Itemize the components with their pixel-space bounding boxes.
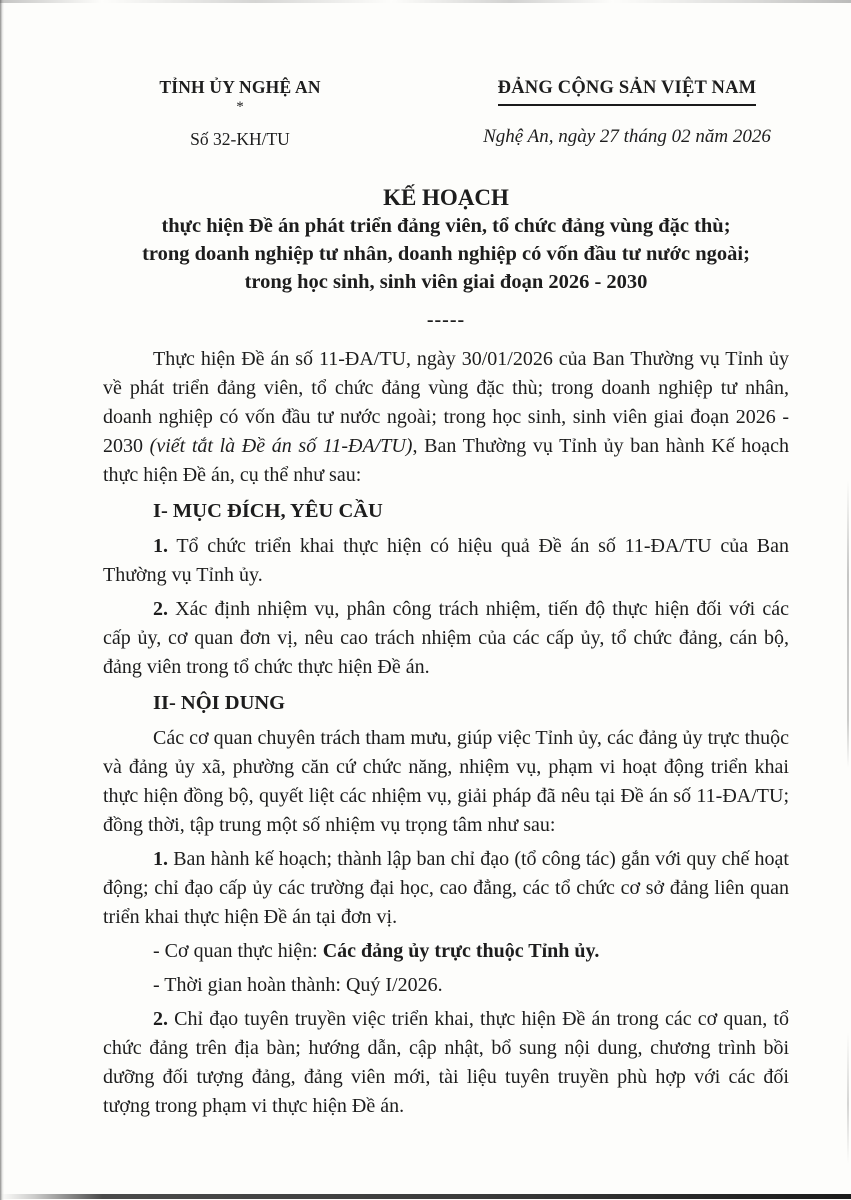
section-1-item-2: [103, 595, 789, 682]
scan-artifact-bottom-edge: [0, 1194, 851, 1199]
document-subtitle-line2: trong doanh nghiệp tư nhân, doanh nghiệp có vốn đầu tư nước ngoài;: [142, 243, 750, 265]
section-1-item-1: [103, 532, 789, 590]
document-subtitle-line1: thực hiện Đề án phát triển đảng viên, tổ chức đảng vùng đặc thù;: [161, 215, 731, 237]
section-1-heading: I- MỤC ĐÍCH, YÊU CẦU: [153, 500, 383, 522]
document-title: KẾ HOẠCH: [383, 185, 509, 210]
section-2-lead-paragraph: Các cơ quan chuyên trách tham mưu, giúp việc Tỉnh ủy, các đảng ủy trực thuộc và đảng ủy xã, phường căn cứ chức năng, nhiệm vụ, phạm vi hoạt động triển khai thực hiện đồng bộ, quyết liệt các nhiệm vụ, giải pháp đã nêu tại Đề án số 11-ĐA/TU; đồng thời, tập trung một số nhiệm vụ trọng tâm như sau:: [103, 727, 789, 836]
item-text: Tổ chức triển khai thực hiện có hiệu quả Đề án số 11-ĐA/TU của Ban Thường vụ Tỉnh ủy.: [103, 535, 789, 586]
item-number: 2.: [153, 1008, 168, 1030]
item-number: 2.: [153, 598, 168, 620]
task-1-deadline-line: - Thời gian hoàn thành: Quý I/2026.: [153, 974, 443, 996]
document-number: Số 32-KH/TU: [190, 129, 290, 149]
item-text: Ban hành kế hoạch; thành lập ban chỉ đạo (tổ công tác) gắn với quy chế hoạt động; chỉ đạo cấp ủy các trường đại học, cao đẳng, các tổ chức cơ sở đảng liên quan triển khai thực hiện Đề án tại đơn vị.: [103, 848, 789, 928]
agency-value: Các đảng ủy trực thuộc Tỉnh ủy.: [322, 940, 600, 962]
agency-label: - Cơ quan thực hiện:: [153, 940, 323, 962]
org-star-mark: *: [236, 99, 244, 115]
document-title-block: [0, 184, 851, 332]
section-2-task-1: [103, 845, 789, 932]
issuing-org-block: [90, 76, 390, 150]
issuing-org-name: TỈNH ỦY NGHỆ AN: [159, 77, 321, 97]
intro-paragraph: [103, 345, 789, 490]
document-body: [0, 345, 851, 1121]
item-text: Xác định nhiệm vụ, phân công trách nhiệm, tiến độ thực hiện đối với các cấp ủy, cơ quan đơn vị, nêu cao trách nhiệm của các cấp ủy, tổ chức đảng, cán bộ, đảng viên trong tổ chức thực hiện Đề án.: [103, 598, 789, 678]
item-number: 1.: [153, 535, 168, 557]
task-1-agency-line: [103, 937, 789, 966]
item-number: 1.: [153, 848, 168, 870]
section-2-heading: II- NỘI DUNG: [153, 692, 286, 714]
title-separator-dashes: -----: [426, 309, 466, 331]
document-header: [0, 0, 851, 150]
place-dateline: Nghệ An, ngày 27 tháng 02 năm 2026: [483, 126, 771, 147]
document-subtitle-line3: trong học sinh, sinh viên giai đoạn 2026 - 2030: [244, 271, 648, 293]
section-2-task-2: [103, 1005, 789, 1121]
party-name: ĐẢNG CỘNG SẢN VIỆT NAM: [498, 76, 757, 106]
intro-text-2: , Ban Thường vụ Tỉnh ủy ban hành Kế hoạch thực hiện Đề án, cụ thể như sau:: [103, 435, 790, 486]
item-text: Chỉ đạo tuyên truyền việc triển khai, thực hiện Đề án trong các cơ quan, tổ chức đảng trên địa bàn; hướng dẫn, cập nhật, bổ sung nội dung, chương trình bồi dưỡng đối tượng đảng, đảng viên mới, tài liệu tuyên truyền phù hợp với các đối tượng trong phạm vi thực hiện Đề án.: [103, 1008, 789, 1117]
party-header-block: [462, 76, 792, 150]
intro-abbreviation-italic: (viết tắt là Đề án số 11-ĐA/TU): [149, 435, 413, 457]
intro-text-1: Thực hiện Đề án số 11-ĐA/TU, ngày 30/01/2026 của Ban Thường vụ Tỉnh ủy về phát triển đảng viên, tổ chức đảng vùng đặc thù; trong doanh nghiệp tư nhân, doanh nghiệp có vốn đầu tư nước ngoài; trong học sinh, sinh viên giai đoạn 2026 - 2030: [103, 348, 789, 457]
